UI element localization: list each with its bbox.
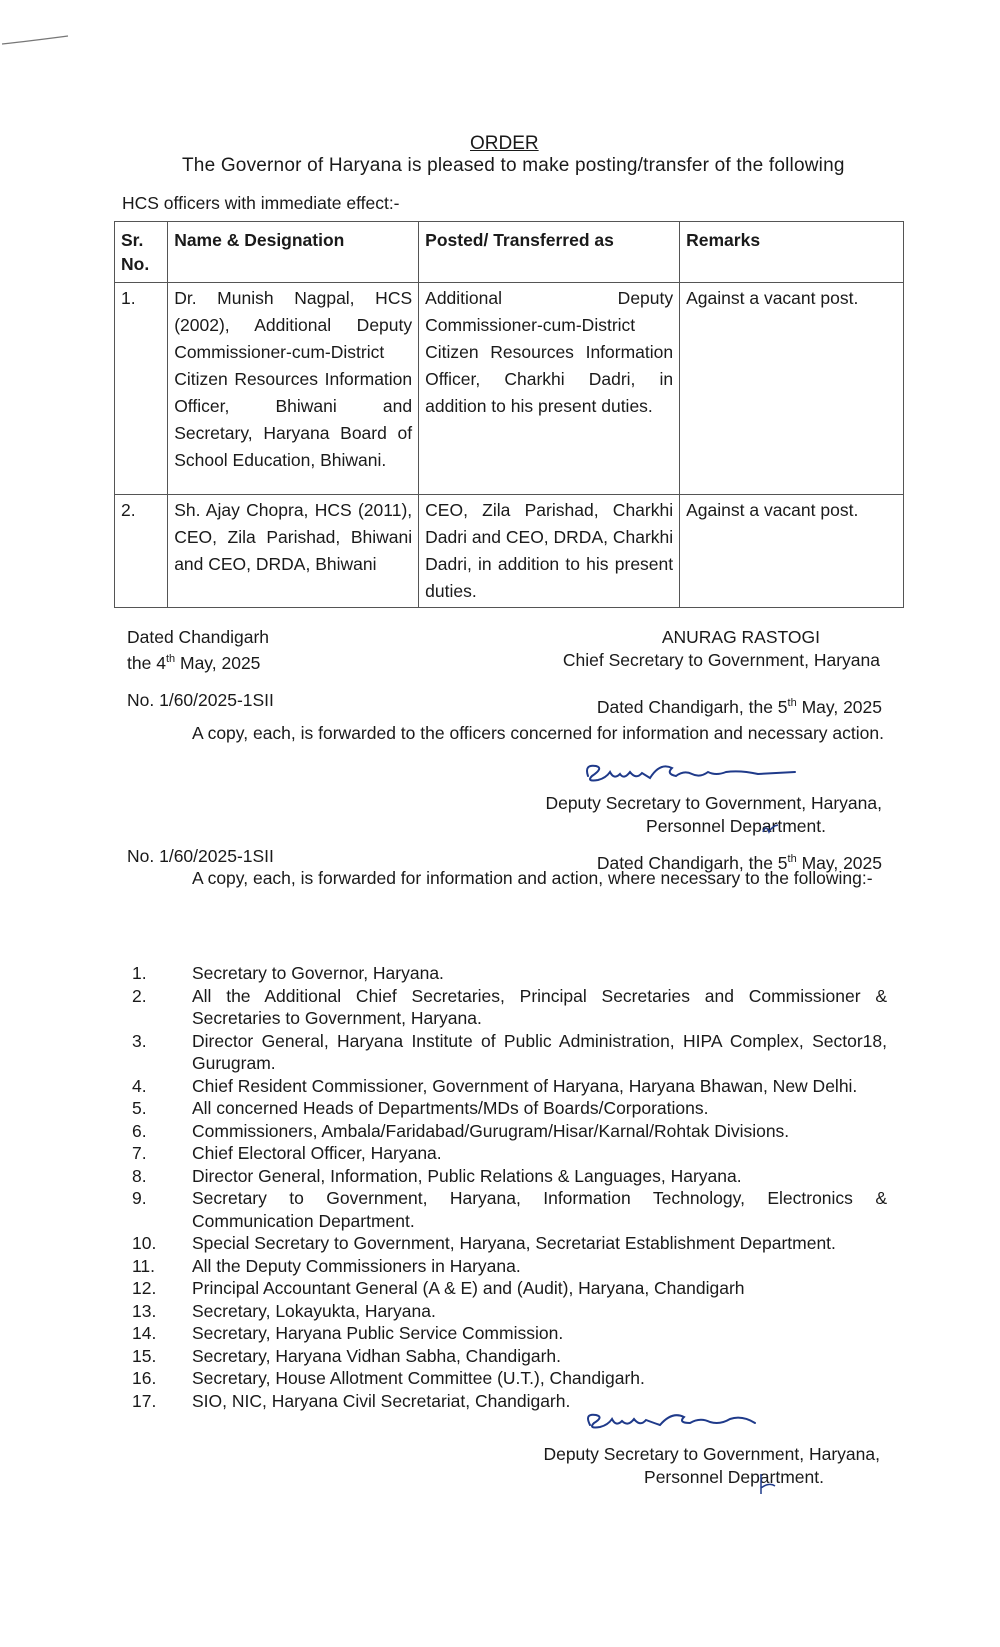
signatory-designation: Chief Secretary to Government, Haryana [562, 650, 880, 670]
list-item-text: Principal Accountant General (A & E) and (Audit), Haryana, Chandigarh [192, 1278, 745, 1298]
list-item-number: 5. [132, 1098, 147, 1118]
list-item-text: Secretary, Haryana Public Service Commission. [192, 1323, 564, 1343]
list-item [132, 1232, 887, 1255]
list-item [132, 985, 887, 1030]
endorsement1-number: No. 1/60/2025-1SII [127, 690, 274, 710]
signatory-name: ANURAG RASTOGI [661, 627, 820, 647]
list-item [132, 962, 887, 985]
list-item-number: 6. [132, 1120, 147, 1141]
header-sr-no: Sr. No. [115, 222, 168, 283]
list-item-number: 16. [132, 1368, 157, 1388]
header-name-designation: Name & Designation [168, 222, 419, 283]
endorsement2-date: Dated Chandigarh, the 5th May, 2025 [596, 852, 882, 873]
list-item-text: Director General, Information, Public Relations & Languages, Haryana. [192, 1165, 742, 1186]
header-posted-as: Posted/ Transferred as [419, 222, 680, 283]
list-item-text: Special Secretary to Government, Haryana, Secretariat Establishment Department. [192, 1233, 836, 1253]
endorsement1-text: A copy, each, is forwarded to the officers concerned for information and necessary action. [192, 723, 884, 743]
endorsement1-date: Dated Chandigarh, the 5th May, 2025 [596, 696, 882, 717]
list-item-number: 7. [132, 1143, 147, 1163]
endorsement1-sign-line2: Personnel Department. [646, 816, 826, 836]
list-item-number: 17. [132, 1390, 157, 1411]
list-item [132, 1030, 887, 1075]
header-remarks: Remarks [680, 222, 904, 283]
list-item [132, 1255, 887, 1278]
cell-sr: 2. [115, 495, 168, 608]
list-item-number: 9. [132, 1188, 147, 1208]
list-item-text: Secretary to Governor, Haryana. [192, 963, 444, 983]
list-item-number: 13. [132, 1300, 157, 1321]
initial-mark-1 [760, 820, 782, 838]
endorsement2-number: No. 1/60/2025-1SII [127, 846, 274, 866]
list-item-number: 2. [132, 985, 147, 1006]
cell-posted: Additional Deputy Commissioner-cum-District Citizen Resources Information Officer, Charkhi Dadri, in addition to his present duties. [419, 283, 680, 495]
order-title: ORDER [470, 133, 539, 154]
distribution-list [132, 962, 887, 1412]
endorsement2-text: A copy, each, is forwarded for information and action, where necessary to the following:- [192, 868, 873, 888]
deputy-secretary-signature-2 [580, 1405, 780, 1435]
list-item-text: Director General, Haryana Institute of Public Administration, HIPA Complex, Sector18, Gurugram. [192, 1030, 887, 1073]
list-item-text: Chief Electoral Officer, Haryana. [192, 1143, 442, 1163]
cell-name: Dr. Munish Nagpal, HCS (2002), Additional Deputy Commissioner-cum-District Citizen Resources Information Officer, Bhiwani and Secretary, Haryana Board of School Education, Bhiwani. [168, 283, 419, 495]
cell-name: Sh. Ajay Chopra, HCS (2011), CEO, Zila Parishad, Bhiwani and CEO, DRDA, Bhiwani [168, 495, 419, 608]
list-item [132, 1345, 887, 1368]
stray-pen-mark [0, 30, 80, 50]
list-item-text: Secretary, Haryana Vidhan Sabha, Chandigarh. [192, 1345, 562, 1366]
dated-date: the 4th May, 2025 [127, 652, 261, 673]
list-item-text: Commissioners, Ambala/Faridabad/Gurugram/Hisar/Karnal/Rohtak Divisions. [192, 1120, 790, 1141]
deputy-secretary-signature-1 [580, 758, 810, 788]
chief-secretary-block [563, 626, 880, 672]
endorsement2-signature-block [543, 1443, 880, 1489]
list-item [132, 1367, 887, 1390]
initial-mark-2 [755, 1470, 781, 1498]
dated-place: Dated Chandigarh [127, 627, 270, 647]
table-row [115, 495, 904, 608]
list-item-text: Chief Resident Commissioner, Government of Haryana, Haryana Bhawan, New Delhi. [192, 1075, 858, 1096]
list-item-number: 15. [132, 1345, 157, 1366]
cell-remarks: Against a vacant post. [680, 283, 904, 495]
list-item-number: 8. [132, 1165, 147, 1186]
list-item [132, 1097, 887, 1120]
list-item-number: 12. [132, 1278, 157, 1298]
dated-block [127, 626, 269, 674]
list-item [132, 1120, 887, 1143]
list-item-number: 4. [132, 1075, 147, 1096]
cell-remarks: Against a vacant post. [680, 495, 904, 608]
endorsement1-sign-line1: Deputy Secretary to Government, Haryana, [545, 793, 882, 813]
endorsement1-signature-block [545, 792, 882, 838]
postings-table [114, 221, 904, 608]
list-item-number: 3. [132, 1030, 147, 1051]
list-item-number: 14. [132, 1323, 157, 1343]
list-item-text: Secretary to Government, Haryana, Information Technology, Electronics & Communication Department. [192, 1188, 887, 1231]
list-item-text: Secretary, Lokayukta, Haryana. [192, 1300, 436, 1321]
list-item [132, 1142, 887, 1165]
list-item-number: 11. [132, 1255, 156, 1276]
list-item-text: Secretary, House Allotment Committee (U.T.), Chandigarh. [192, 1368, 645, 1388]
list-item-text: All the Deputy Commissioners in Haryana. [192, 1255, 521, 1276]
table-row [115, 283, 904, 495]
list-item-number: 10. [132, 1233, 157, 1253]
list-item [132, 1277, 887, 1300]
endorsement2-sign-line1: Deputy Secretary to Government, Haryana, [543, 1444, 880, 1464]
list-item-text: SIO, NIC, Haryana Civil Secretariat, Chandigarh. [192, 1390, 571, 1411]
list-item-number: 1. [132, 963, 147, 983]
list-item-text: All the Additional Chief Secretaries, Principal Secretaries and Commissioner & Secretaries to Government, Haryana. [192, 985, 887, 1028]
cell-posted: CEO, Zila Parishad, Charkhi Dadri and CEO, DRDA, Charkhi Dadri, in addition to his present duties. [419, 495, 680, 608]
order-intro-line1: The Governor of Haryana is pleased to make posting/transfer of the following [182, 155, 845, 176]
endorsement2-sign-line2: Personnel Department. [644, 1467, 824, 1487]
list-item [132, 1187, 887, 1232]
list-item [132, 1322, 887, 1345]
list-item [132, 1300, 887, 1323]
list-item [132, 1165, 887, 1188]
order-intro-line2: HCS officers with immediate effect:- [122, 193, 400, 213]
table-header-row [115, 222, 904, 283]
list-item-text: All concerned Heads of Departments/MDs of Boards/Corporations. [192, 1098, 709, 1118]
cell-sr: 1. [115, 283, 168, 495]
list-item [132, 1075, 887, 1098]
